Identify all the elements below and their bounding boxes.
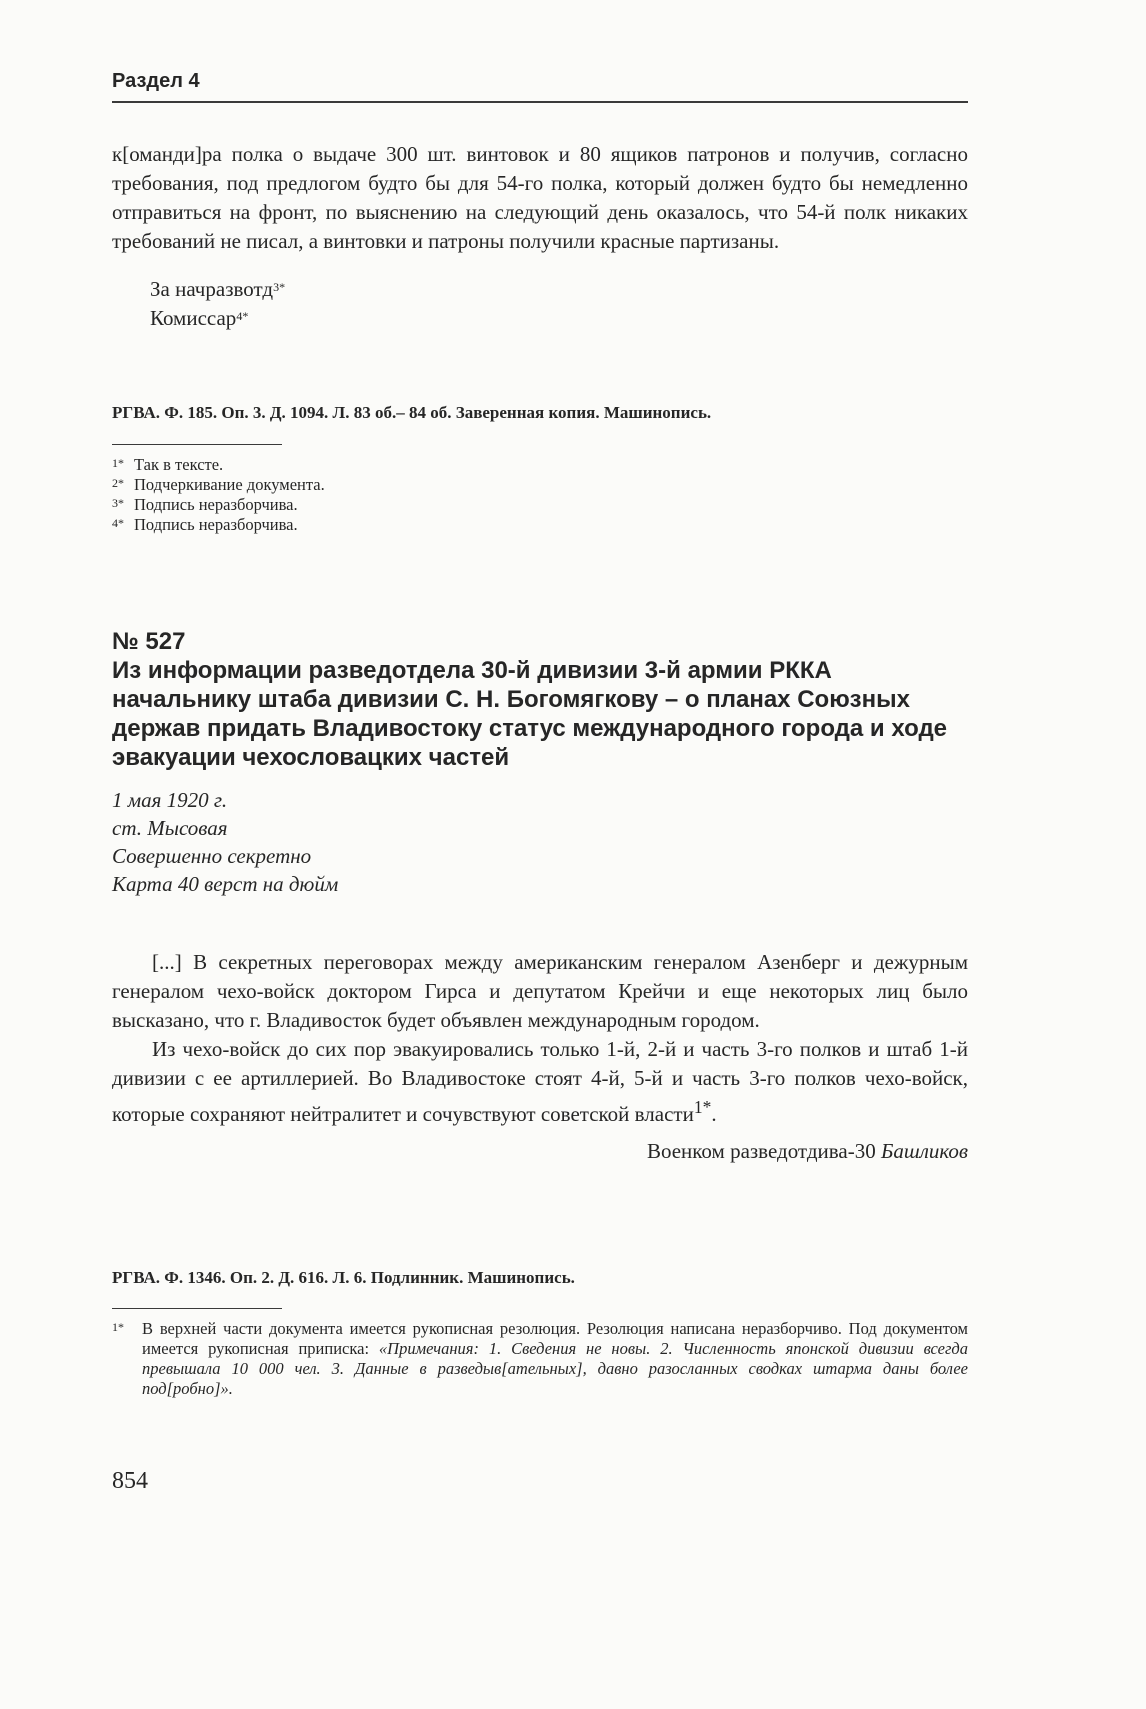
footnote-ref: 4* <box>236 309 249 323</box>
archive-reference: РГВА. Ф. 1346. Оп. 2. Д. 616. Л. 6. Подлинник. Машинопись. <box>112 1268 575 1287</box>
document-meta <box>112 786 968 898</box>
footnote-quote: «Примечания: 1. Сведения не новы. 2. Численность японской дивизии всегда превышала 10 000 чел. 3. Данные в разведыв[ательных], давно разосланных сводках штарма даны более под[робно]». <box>142 1339 969 1398</box>
previous-document-text: к[оманди]ра полка о выдаче 300 шт. винтовок и 80 ящиков патронов и получив, согласно требования, под предлогом будто бы для 54-го полка, который должен будто бы немедленно отправиться на фронт, по выяснению на следующий день оказалось, что 54-й полк никаких требований не писал, а винтовки и патроны получили красные партизаны. <box>112 142 968 253</box>
signature-line <box>150 275 968 304</box>
footnote-marker: 1* <box>112 456 124 470</box>
footnote-marker: 2* <box>112 476 124 490</box>
signature-name: Башликов <box>880 1139 968 1163</box>
document-place: ст. Мысовая <box>112 816 228 840</box>
header-rule <box>112 101 968 103</box>
footnote-ref: 3* <box>273 280 286 294</box>
document-body <box>112 948 968 1166</box>
footnote-marker: 1* <box>112 1320 124 1334</box>
document-map-note: Карта 40 верст на дюйм <box>112 872 339 896</box>
footnote-marker: 3* <box>112 496 124 510</box>
footnote-text: Подпись неразборчива. <box>134 515 298 534</box>
footnote-text: Так в тексте. <box>134 455 224 474</box>
paragraph <box>112 1035 968 1129</box>
document-classification: Совершенно секретно <box>112 844 312 868</box>
footnote <box>112 475 968 495</box>
footnotes-document <box>112 1308 968 1399</box>
footnote-marker: 4* <box>112 516 124 530</box>
paragraph-text: Из чехо-войск до сих пор эвакуировались только 1-й, 2-й и часть 3-го полков и штаб 1-й дивизии с ее артиллерией. Во Владивостоке стоят 4-й, 5-й и часть 3-го полков чехо-войск, которые сохраняют нейтралитет и сочувствуют советской власти <box>112 1037 968 1126</box>
signature-role: Военком разведотдива-30 <box>646 1139 876 1163</box>
footnotes-previous <box>112 444 968 535</box>
archive-reference: РГВА. Ф. 185. Оп. 3. Д. 1094. Л. 83 об.– 84 об. Заверенная копия. Машинопись. <box>112 403 712 422</box>
signature-line <box>150 304 968 333</box>
paragraph: [...] В секретных переговорах между американским генералом Азенберг и дежурным генералом чехо-войск доктором Гирса и депутатом Крейчи и еще некоторых лиц было высказано, что г. Владивосток будет объявлен международным городом. <box>112 950 968 1032</box>
footnote-text: Подчеркивание документа. <box>134 475 325 494</box>
document-title: Из информации разведотдела 30-й дивизии 3-й армии РККА начальнику штаба дивизии С. Н. Богомягкову – о планах Союзных держав придать Владивостоку статус международного города и ходе эвакуации чехословацких частей <box>112 657 948 771</box>
document-number: № 527 <box>112 628 186 655</box>
footnote-text: В верхней части документа имеется рукописная резолюция. Резолюция написана неразборчиво. Под документом имеется рукописная приписка: <box>142 1319 968 1358</box>
footnote <box>112 455 968 475</box>
page-number: 854 <box>112 1468 148 1494</box>
section-title: Раздел 4 <box>112 70 200 92</box>
footnote <box>112 495 968 515</box>
signatures <box>150 275 968 333</box>
signature-title: Комиссар <box>150 306 237 330</box>
document-signature <box>112 1137 968 1166</box>
document-heading <box>112 628 968 898</box>
footnote-separator <box>112 444 282 445</box>
footnote-ref: 1* <box>693 1097 712 1117</box>
footnote-separator <box>112 1308 282 1309</box>
previous-document-tail <box>112 140 968 333</box>
paragraph-end: . <box>711 1102 717 1126</box>
footnote <box>112 515 968 535</box>
footnote <box>112 1319 968 1399</box>
running-header <box>112 70 968 103</box>
signature-title: За начразвотд <box>150 277 274 301</box>
document-date: 1 мая 1920 г. <box>112 788 228 812</box>
footnote-text: Подпись неразборчива. <box>134 495 298 514</box>
